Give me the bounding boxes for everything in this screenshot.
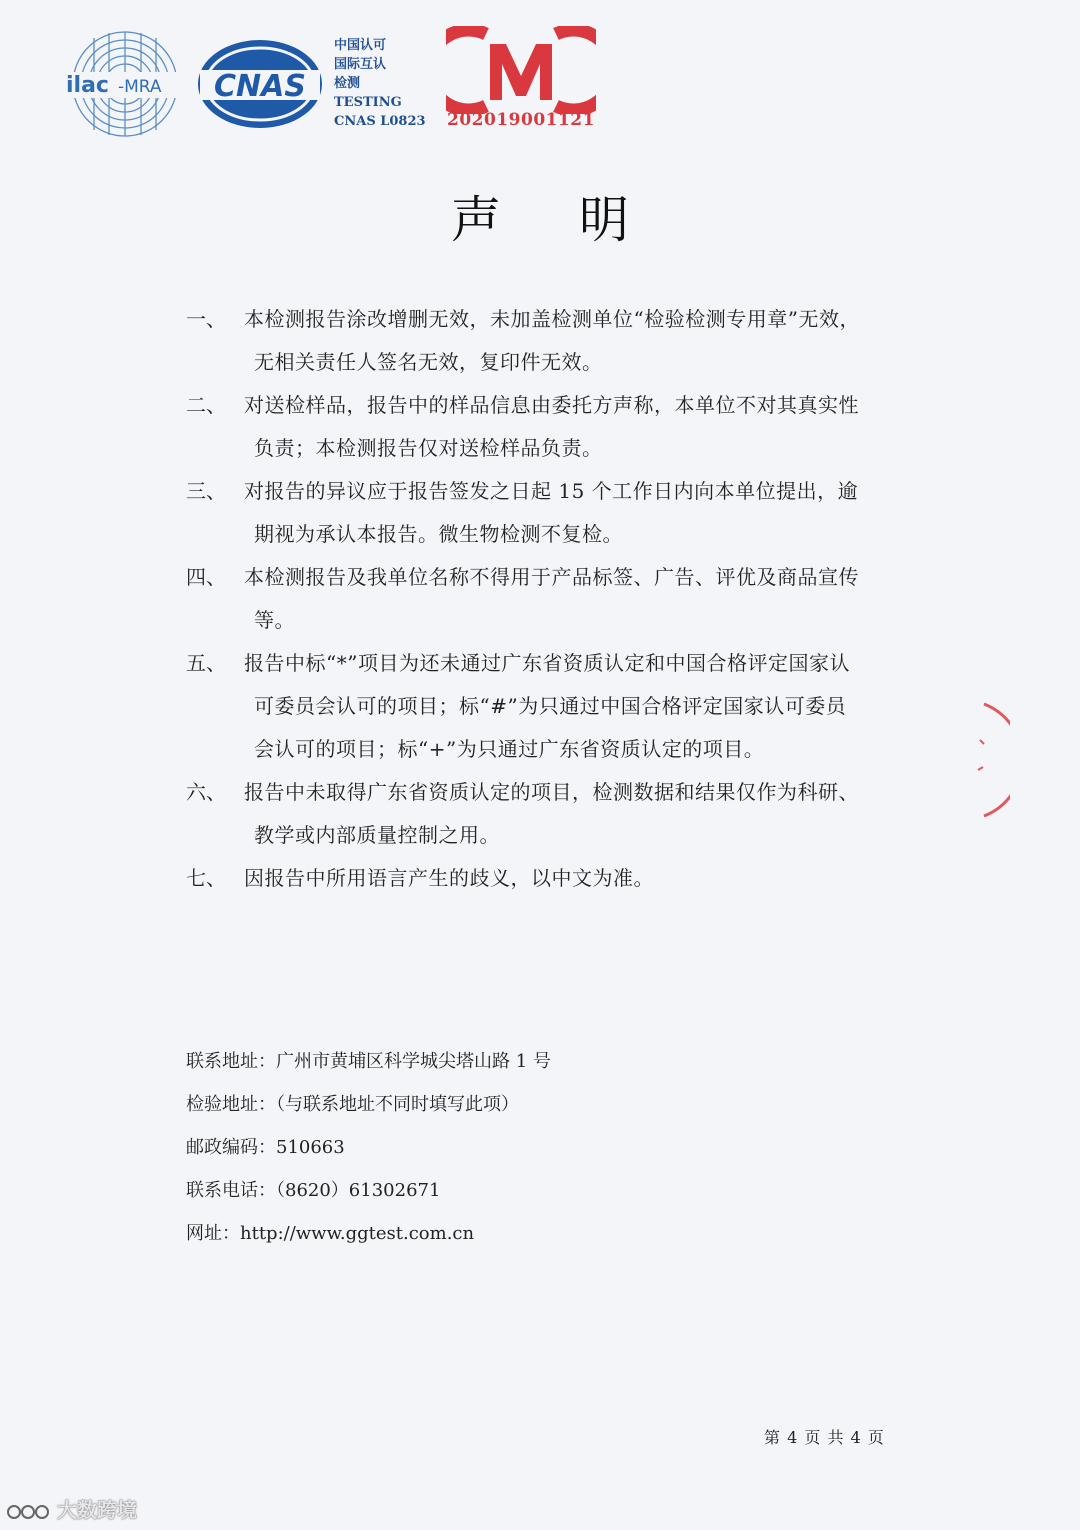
- svg-text:ilac: ilac: [66, 73, 109, 98]
- watermark-logo-icon: [6, 1502, 50, 1522]
- inspection-address: 检验地址：（与联系地址不同时填写此项）: [186, 1094, 519, 1115]
- clause-text: [244, 857, 892, 900]
- clause-item: [186, 857, 906, 900]
- postcode: 邮政编码：510663: [186, 1137, 345, 1158]
- clause-text: [244, 470, 892, 556]
- clause-line: 会认可的项目；标“+”为只通过广东省资质认定的项目。: [254, 737, 765, 761]
- clause-line: 报告中未取得广东省资质认定的项目，检测数据和结果仅作为科研、: [244, 780, 859, 804]
- clause-number: 四、: [186, 565, 226, 589]
- clause-line: 对送检样品，报告中的样品信息由委托方声称，本单位不对其真实性: [244, 393, 859, 417]
- clause-item: [186, 384, 906, 470]
- page-number: 第 4 页 共 4 页: [764, 1428, 885, 1447]
- clause-line: 负责；本检测报告仅对送检样品负责。: [254, 436, 603, 460]
- clause-line: 等。: [254, 608, 295, 632]
- clause-item: [186, 771, 906, 857]
- cnas-line: 检测: [334, 76, 361, 91]
- svg-text:-MRA: -MRA: [118, 77, 162, 97]
- contact-info: [186, 1040, 886, 1255]
- clause-number: 三、: [186, 479, 226, 503]
- clause-number: 七、: [186, 866, 226, 890]
- clause-line: 本检测报告涂改增删无效，未加盖检测单位“检验检测专用章”无效，: [244, 307, 860, 331]
- cnas-accreditation-text: [334, 36, 444, 131]
- website-link[interactable]: 网址：http://www.ggtest.com.cn: [186, 1223, 475, 1244]
- clause-text: [244, 298, 892, 384]
- ilac-mra-logo: [64, 26, 186, 142]
- clause-line: 对报告的异议应于报告签发之日起 15 个工作日内向本单位提出，逾: [244, 479, 859, 503]
- cnas-line: TESTING: [334, 95, 402, 110]
- cnas-logo: [196, 38, 324, 130]
- clause-text: [244, 642, 892, 771]
- cnas-line: CNAS L0823: [334, 114, 426, 129]
- cma-logo: [446, 26, 596, 114]
- clause-item: [186, 470, 906, 556]
- page-title: 声明: [451, 191, 707, 249]
- clause-line: 因报告中所用语言产生的歧义，以中文为准。: [244, 866, 654, 890]
- clause-line: 无相关责任人签名无效，复印件无效。: [254, 350, 603, 374]
- clause-item: [186, 642, 906, 771]
- seal-stamp-partial: [970, 700, 1010, 820]
- clause-line: 报告中标“*”项目为还未通过广东省资质认定和中国合格评定国家认: [244, 651, 850, 675]
- svg-text:CNAS: CNAS: [214, 69, 306, 104]
- clause-item: [186, 298, 906, 384]
- clause-line: 可委员会认可的项目；标“#”为只通过中国合格评定国家认可委员: [254, 694, 847, 718]
- contact-phone: 联系电话：（8620）61302671: [186, 1180, 441, 1201]
- clause-text: [244, 384, 892, 470]
- clause-item: [186, 556, 906, 642]
- clause-number: 五、: [186, 651, 226, 675]
- cma-number: 202019001121: [447, 110, 595, 130]
- clause-line: 本检测报告及我单位名称不得用于产品标签、广告、评优及商品宣传: [244, 565, 859, 589]
- clause-number: 二、: [186, 393, 226, 417]
- cnas-line: 国际互认: [334, 57, 387, 72]
- contact-address: 联系地址：广州市黄埔区科学城尖塔山路 1 号: [186, 1051, 551, 1072]
- clause-number: 一、: [186, 307, 226, 331]
- clause-line: 期视为承认本报告。微生物检测不复检。: [254, 522, 623, 546]
- cnas-line: 中国认可: [334, 38, 387, 53]
- clause-line: 教学或内部质量控制之用。: [254, 823, 500, 847]
- clause-text: [244, 556, 892, 642]
- clause-text: [244, 771, 892, 857]
- watermark: [6, 1494, 137, 1523]
- declaration-clauses: [186, 298, 906, 900]
- watermark-text: 大数跨境: [56, 1498, 137, 1522]
- clause-number: 六、: [186, 780, 226, 804]
